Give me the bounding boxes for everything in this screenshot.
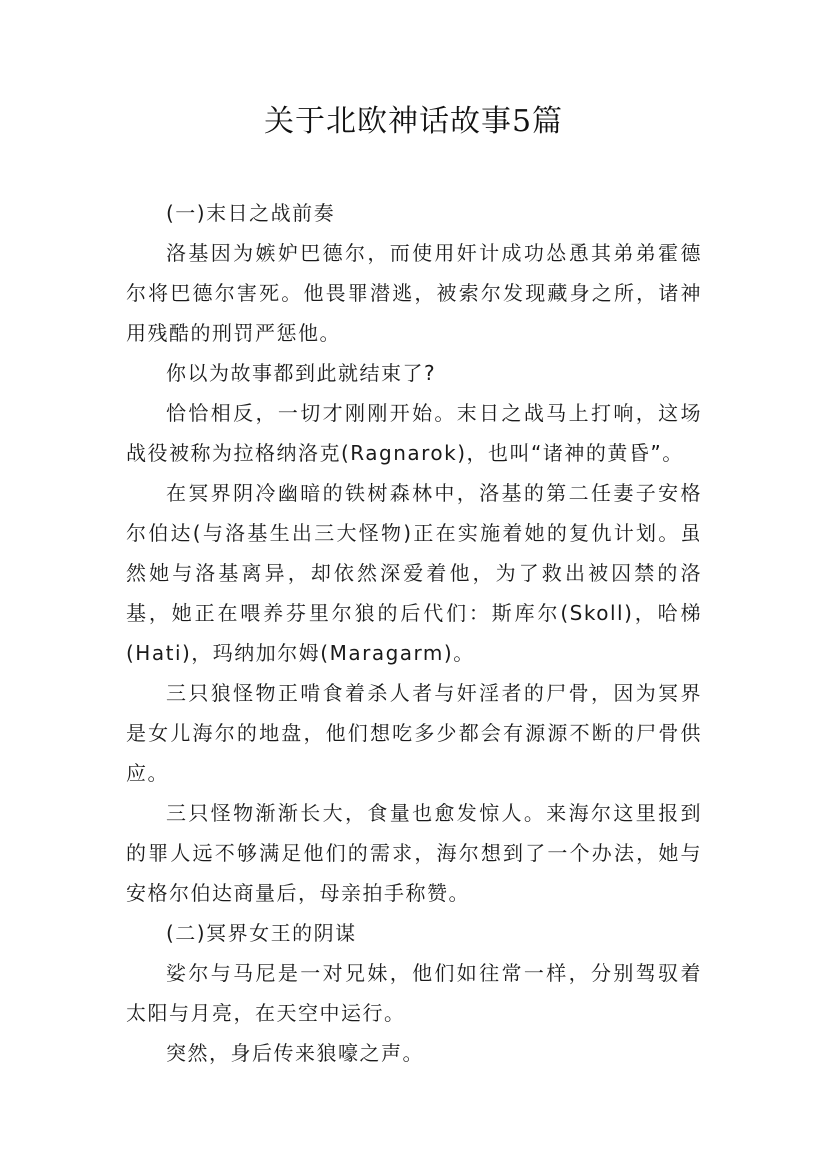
section-heading: (一)末日之战前奏 <box>166 201 336 225</box>
paragraph: 恰恰相反，一切才刚刚开始。末日之战马上打响，这场战役被称为拉格纳洛克(Ragnarok)，也叫“诸神的黄昏”。 <box>126 401 702 465</box>
paragraph: 洛基因为嫉妒巴德尔，而使用奸计成功怂恿其弟弟霍德尔将巴德尔害死。他畏罪潜逃，被索尔发现藏身之所，诸神用残酷的刑罚严惩他。 <box>126 241 702 345</box>
paragraph: 娑尔与马尼是一对兄妹，他们如往常一样，分别驾驭着太阳与月亮，在天空中运行。 <box>126 961 702 1025</box>
document-body <box>126 193 702 1073</box>
document-title: 关于北欧神话故事5篇 <box>263 104 564 139</box>
paragraph: 三只狼怪物正啃食着杀人者与奸淫者的尸骨，因为冥界是女儿海尔的地盘，他们想吃多少都会有源源不断的尸骨供应。 <box>126 681 702 785</box>
paragraph: 突然，身后传来狼嚎之声。 <box>166 1041 424 1065</box>
paragraph: 三只怪物渐渐长大，食量也愈发惊人。来海尔这里报到的罪人远不够满足他们的需求，海尔想到了一个办法，她与安格尔伯达商量后，母亲拍手称赞。 <box>126 801 702 905</box>
paragraph: 你以为故事都到此就结束了? <box>166 361 437 385</box>
section-heading: (二)冥界女王的阴谋 <box>166 921 357 945</box>
paragraph: 在冥界阴冷幽暗的铁树森林中，洛基的第二任妻子安格尔伯达(与洛基生出三大怪物)正在实施着她的复仇计划。虽然她与洛基离异，却依然深爱着他，为了救出被囚禁的洛基，她正在喂养芬里尔狼的后代们：斯库尔(Skoll)，哈梯(Hati)，玛纳加尔姆(Maragarm)。 <box>126 481 702 665</box>
